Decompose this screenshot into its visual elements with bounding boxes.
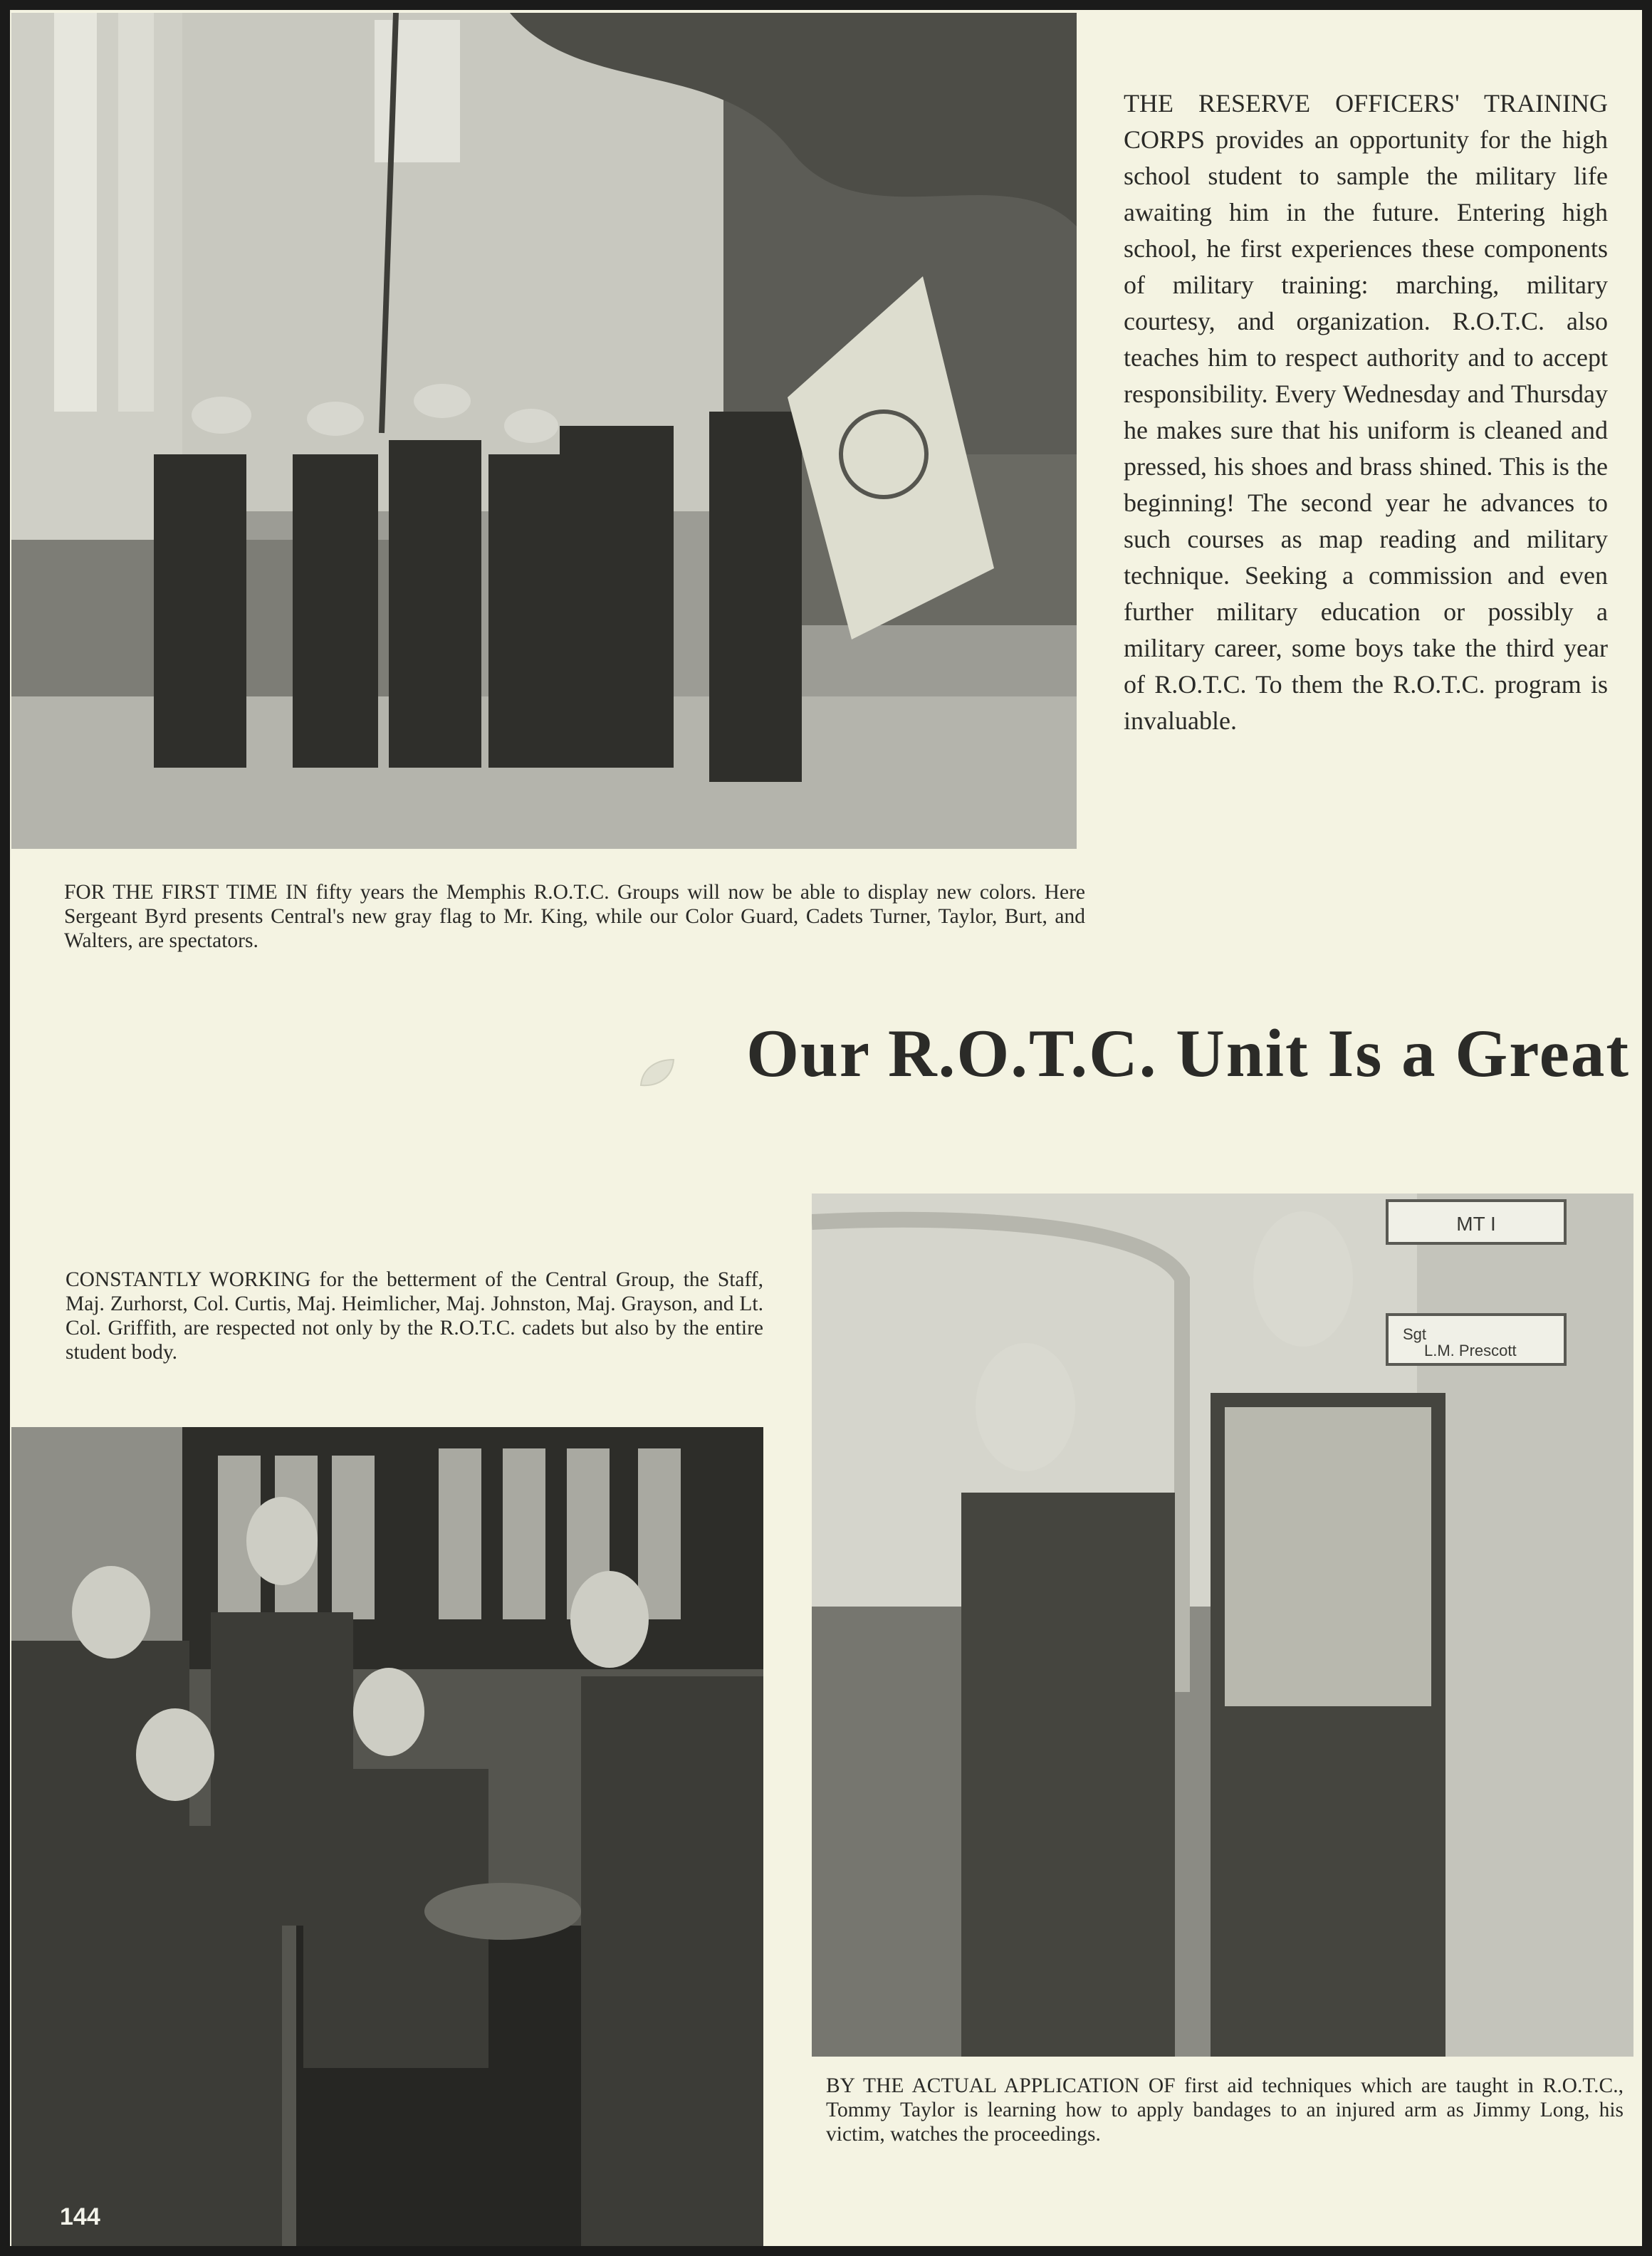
headline: Our R.O.T.C. Unit Is a Great [746,1015,1630,1091]
page-number: 144 [60,2203,100,2230]
caption-staff-lead: CONSTANTLY WORKING [66,1268,311,1291]
caption-staff-text: for the betterment of the Central Group, the Staff, Maj. Zurhorst, Col. Curtis, Maj. Heimlicher, Maj. Johnston, Maj. Grayson, and Lt. Col. Griffith, are respected not only by the R.O.T.C. cadets but also by the entire student body. [66,1268,764,1364]
yearbook-page [10,10,1642,2246]
leaf-ornament-icon [635,1055,678,1091]
intro-text: provides an opportunity for the high school student to sample the military life awaiting him in the future. Entering high school, he first experiences these components of military training: marching, military courtesy, and organization. R.O.T.C. also teaches him to respect authority and to accept responsibility. Every Wednesday and Thursday he makes sure that his uniform is cleaned and pressed, his shoes and brass shined. This is the beginning! The second year he advances to such courses as map reading and military technique. Seeking a commission and even further military education or possibly a military career, some boys take the third year of R.O.T.C. To them the R.O.T.C. program is invaluable. [1124,125,1608,735]
caption-colors-lead: FOR THE FIRST TIME IN [64,881,308,904]
door-sign-top: MT I [1456,1213,1496,1235]
caption-first-aid-lead: BY THE ACTUAL APPLICATION OF [826,2074,1176,2097]
intro-lead-in: THE RESERVE OFFICERS' TRAINING CORPS [1124,89,1608,154]
photo-first-aid [812,1194,1633,2057]
photo-staff [11,1427,763,2246]
rotc-intro-paragraph [1124,85,1608,739]
door-sign-name: L.M. Prescott [1424,1342,1517,1359]
caption-first-aid-text: first aid techniques which are taught in R.O.T.C., Tommy Taylor is learning how to apply bandages to an injured arm as Jimmy Long, his victim, watches the proceedings. [826,2074,1624,2146]
caption-colors-text: fifty years the Memphis R.O.T.C. Groups will now be able to display new colors. Here Sergeant Byrd presents Central's new gray flag to Mr. King, while our Color Guard, Cadets Turner, Taylor, Burt, and Walters, are spectators. [64,881,1085,952]
door-sign-rank: Sgt [1403,1325,1427,1343]
caption-colors [64,880,1085,953]
caption-staff [66,1268,763,1364]
caption-first-aid [826,2074,1624,2146]
photo-color-guard [11,13,1077,849]
